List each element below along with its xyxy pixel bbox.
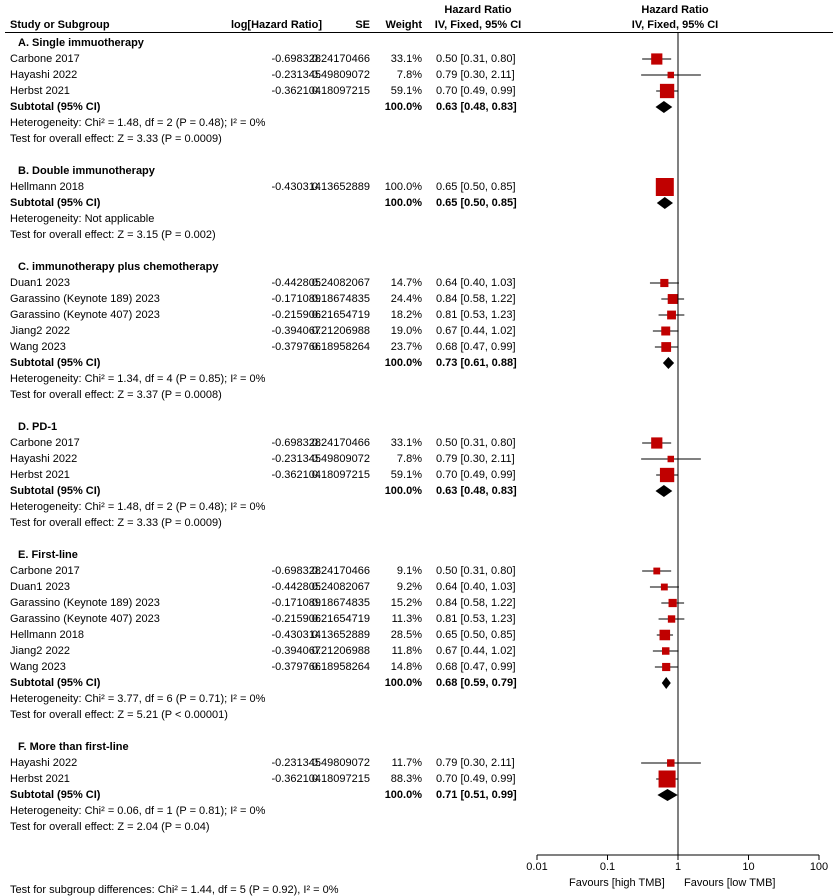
study-weight: 33.1% [390, 53, 422, 65]
study-name: Wang 2023 [10, 341, 66, 353]
effect-square [667, 759, 674, 766]
study-loghr: -0.698328 [271, 565, 321, 577]
study-se: 0.24082067 [311, 277, 370, 289]
study-loghr: -0.394067 [271, 645, 321, 657]
subtotal-diamond [656, 101, 673, 113]
study-weight: 33.1% [390, 437, 422, 449]
study-loghr: -0.698328 [271, 437, 321, 449]
study-se: 0.21654719 [311, 309, 370, 321]
study-name: Hayashi 2022 [10, 453, 78, 465]
study-ci: 0.64 [0.40, 1.03] [436, 277, 516, 289]
overall-effect-text: Test for overall effect: Z = 5.21 (P < 0.00001) [10, 709, 228, 721]
study-loghr: -0.362104 [271, 469, 321, 481]
effect-square [668, 615, 675, 622]
effect-square [668, 294, 678, 304]
study-loghr: -0.362104 [271, 773, 321, 785]
subgroup-title: C. immunotherapy plus chemotherapy [18, 261, 219, 273]
study-weight: 7.8% [396, 453, 422, 465]
effect-square [660, 84, 674, 98]
heterogeneity-text: Heterogeneity: Chi² = 1.34, df = 4 (P = 0.85); I² = 0% [10, 373, 266, 385]
study-weight: 11.7% [391, 757, 422, 769]
subtotal-diamond [657, 197, 673, 209]
study-loghr: -0.215906 [271, 613, 321, 625]
study-weight: 88.3% [390, 773, 422, 785]
study-se: 0.18097215 [311, 469, 370, 481]
study-weight: 7.8% [396, 69, 422, 81]
study-weight: 100.0% [384, 181, 422, 193]
study-ci: 0.84 [0.58, 1.22] [436, 597, 516, 609]
study-ci: 0.50 [0.31, 0.80] [436, 53, 516, 65]
study-weight: 9.1% [396, 565, 422, 577]
subgroup-title: F. More than first-line [18, 741, 129, 753]
study-ci: 0.79 [0.30, 2.11] [436, 757, 515, 769]
study-name: Hellmann 2018 [10, 629, 84, 641]
study-weight: 28.5% [390, 629, 422, 641]
study-name: Jiang2 2022 [10, 645, 70, 657]
subtotal-diamond [663, 357, 674, 369]
study-weight: 14.7% [390, 277, 422, 289]
study-weight: 11.3% [391, 613, 422, 625]
study-se: 0.21206988 [311, 645, 370, 657]
subtotal-ci: 0.63 [0.48, 0.83] [436, 101, 517, 113]
subgroup-title: A. Single immuotherapy [18, 37, 144, 49]
study-loghr: -0.231345 [271, 757, 321, 769]
header-hr-top: Hazard Ratio [444, 4, 512, 16]
study-weight: 24.4% [390, 293, 422, 305]
effect-square [662, 663, 670, 671]
study-ci: 0.70 [0.49, 0.99] [436, 773, 516, 785]
effect-square [661, 342, 671, 352]
study-name: Hayashi 2022 [10, 757, 78, 769]
header-loghr: log[Hazard Ratio] [230, 19, 322, 31]
study-name: Hellmann 2018 [10, 181, 84, 193]
study-ci: 0.68 [0.47, 0.99] [436, 661, 516, 673]
x-tick-label: 10 [742, 861, 755, 873]
study-name: Duan1 2023 [10, 277, 70, 289]
effect-square [659, 770, 676, 787]
study-se: 0.18674835 [311, 597, 370, 609]
subtotal-ci: 0.63 [0.48, 0.83] [436, 485, 517, 497]
subtotal-diamond [656, 485, 673, 497]
x-tick-label: 1 [674, 861, 682, 873]
study-ci: 0.79 [0.30, 2.11] [436, 69, 515, 81]
study-name: Duan1 2023 [10, 581, 70, 593]
study-name: Garassino (Keynote 407) 2023 [10, 613, 160, 625]
study-name: Herbst 2021 [10, 773, 70, 785]
header-plot-top: Hazard Ratio [641, 4, 709, 16]
subtotal-label: Subtotal (95% CI) [10, 197, 101, 209]
study-weight: 59.1% [390, 469, 422, 481]
overall-effect-text: Test for overall effect: Z = 3.33 (P = 0.0009) [10, 517, 222, 529]
subtotal-ci: 0.73 [0.61, 0.88] [436, 357, 517, 369]
effect-square [653, 568, 660, 575]
subtotal-weight: 100.0% [384, 677, 422, 689]
effect-square [667, 311, 676, 320]
subtotal-ci: 0.68 [0.59, 0.79] [436, 677, 517, 689]
header-weight: Weight [385, 19, 422, 31]
study-ci: 0.68 [0.47, 0.99] [436, 341, 516, 353]
study-se: 0.24170466 [311, 437, 370, 449]
study-ci: 0.65 [0.50, 0.85] [436, 629, 516, 641]
study-name: Garassino (Keynote 189) 2023 [10, 293, 160, 305]
effect-square [668, 456, 674, 462]
study-ci: 0.84 [0.58, 1.22] [436, 293, 516, 305]
study-loghr: -0.698328 [271, 53, 321, 65]
effect-square [656, 178, 674, 196]
heterogeneity-text: Heterogeneity: Chi² = 1.48, df = 2 (P = 0.48); I² = 0% [10, 501, 266, 513]
subtotal-weight: 100.0% [384, 357, 422, 369]
study-name: Herbst 2021 [10, 85, 70, 97]
study-loghr: -0.231345 [271, 453, 321, 465]
study-se: 0.24082067 [311, 581, 370, 593]
study-loghr: -0.430314 [271, 629, 321, 641]
study-loghr: -0.215906 [271, 309, 321, 321]
study-weight: 19.0% [390, 325, 422, 337]
study-loghr: -0.231345 [271, 69, 321, 81]
subgroup-title: E. First-line [18, 549, 78, 561]
overall-effect-text: Test for overall effect: Z = 2.04 (P = 0.04) [10, 821, 210, 833]
effect-square [669, 599, 677, 607]
study-loghr: -0.362104 [271, 85, 321, 97]
study-loghr: -0.379766 [271, 341, 321, 353]
study-se: 0.24170466 [311, 53, 370, 65]
subtotal-diamond [662, 677, 671, 689]
subtotal-label: Subtotal (95% CI) [10, 677, 101, 689]
favours-left-label: Favours [high TMB] [569, 877, 665, 889]
effect-square [660, 468, 674, 482]
effect-square [651, 53, 662, 64]
header-hr-sub: IV, Fixed, 95% CI [434, 19, 522, 31]
study-se: 0.49809072 [311, 757, 370, 769]
study-se: 0.18097215 [311, 85, 370, 97]
study-weight: 18.2% [390, 309, 422, 321]
subtotal-weight: 100.0% [384, 197, 422, 209]
header-plot-sub: IV, Fixed, 95% CI [631, 19, 719, 31]
study-ci: 0.65 [0.50, 0.85] [436, 181, 516, 193]
favours-right-label: Favours [low TMB] [684, 877, 776, 889]
study-se: 0.49809072 [311, 69, 370, 81]
effect-square [660, 630, 671, 641]
study-ci: 0.70 [0.49, 0.99] [436, 85, 516, 97]
header-se: SE [355, 19, 370, 31]
subgroup-differences-test: Test for subgroup differences: Chi² = 1.44, df = 5 (P = 0.92), I² = 0% [10, 884, 339, 896]
subtotal-diamond [657, 789, 677, 801]
study-weight: 15.2% [390, 597, 422, 609]
study-name: Hayashi 2022 [10, 69, 78, 81]
study-name: Carbone 2017 [10, 437, 80, 449]
subtotal-label: Subtotal (95% CI) [10, 485, 101, 497]
effect-square [661, 327, 670, 336]
study-name: Herbst 2021 [10, 469, 70, 481]
subgroup-title: D. PD-1 [18, 421, 58, 433]
heterogeneity-text: Heterogeneity: Chi² = 3.77, df = 6 (P = 0.71); I² = 0% [10, 693, 266, 705]
study-weight: 11.8% [391, 645, 422, 657]
study-ci: 0.50 [0.31, 0.80] [436, 565, 516, 577]
subtotal-weight: 100.0% [384, 101, 422, 113]
x-tick-label: 100 [809, 861, 829, 873]
effect-square [660, 279, 668, 287]
heterogeneity-text: Heterogeneity: Not applicable [10, 213, 155, 225]
heterogeneity-text: Heterogeneity: Chi² = 0.06, df = 1 (P = 0.81); I² = 0% [10, 805, 266, 817]
x-tick-label: 0.01 [526, 861, 548, 873]
study-name: Carbone 2017 [10, 53, 80, 65]
effect-square [651, 437, 662, 448]
subtotal-label: Subtotal (95% CI) [10, 101, 101, 113]
study-loghr: -0.394067 [271, 325, 321, 337]
study-se: 0.18958264 [311, 341, 370, 353]
study-se: 0.21206988 [311, 325, 370, 337]
study-se: 0.21654719 [311, 613, 370, 625]
overall-effect-text: Test for overall effect: Z = 3.33 (P = 0.0009) [10, 133, 222, 145]
study-ci: 0.70 [0.49, 0.99] [436, 469, 516, 481]
study-ci: 0.81 [0.53, 1.23] [436, 613, 516, 625]
study-loghr: -0.442805 [271, 581, 321, 593]
study-se: 0.18097215 [311, 773, 370, 785]
study-se: 0.13652889 [311, 181, 370, 193]
overall-effect-text: Test for overall effect: Z = 3.37 (P = 0.0008) [10, 389, 222, 401]
study-se: 0.18674835 [311, 293, 370, 305]
subtotal-ci: 0.65 [0.50, 0.85] [436, 197, 517, 209]
heterogeneity-text: Heterogeneity: Chi² = 1.48, df = 2 (P = 0.48); I² = 0% [10, 117, 266, 129]
study-ci: 0.81 [0.53, 1.23] [436, 309, 516, 321]
study-ci: 0.64 [0.40, 1.03] [436, 581, 516, 593]
study-name: Jiang2 2022 [10, 325, 70, 337]
study-loghr: -0.171089 [271, 597, 321, 609]
study-weight: 14.8% [390, 661, 422, 673]
study-name: Garassino (Keynote 189) 2023 [10, 597, 160, 609]
subtotal-label: Subtotal (95% CI) [10, 357, 101, 369]
subtotal-weight: 100.0% [384, 789, 422, 801]
effect-square [662, 647, 669, 654]
study-ci: 0.79 [0.30, 2.11] [436, 453, 515, 465]
study-loghr: -0.171089 [271, 293, 321, 305]
effect-square [661, 584, 668, 591]
study-weight: 9.2% [396, 581, 422, 593]
x-tick-label: 0.1 [599, 861, 616, 873]
subtotal-weight: 100.0% [384, 485, 422, 497]
header-study: Study or Subgroup [10, 19, 110, 31]
effect-square [668, 72, 674, 78]
study-name: Carbone 2017 [10, 565, 80, 577]
study-weight: 23.7% [390, 341, 422, 353]
study-loghr: -0.442805 [271, 277, 321, 289]
study-loghr: -0.430314 [271, 181, 321, 193]
study-loghr: -0.379766 [271, 661, 321, 673]
study-se: 0.24170466 [311, 565, 370, 577]
subtotal-label: Subtotal (95% CI) [10, 789, 101, 801]
study-se: 0.13652889 [311, 629, 370, 641]
study-weight: 59.1% [390, 85, 422, 97]
subgroup-title: B. Double immunotherapy [18, 165, 155, 177]
study-ci: 0.50 [0.31, 0.80] [436, 437, 516, 449]
study-name: Wang 2023 [10, 661, 66, 673]
study-name: Garassino (Keynote 407) 2023 [10, 309, 160, 321]
study-se: 0.49809072 [311, 453, 370, 465]
subtotal-ci: 0.71 [0.51, 0.99] [436, 789, 517, 801]
study-ci: 0.67 [0.44, 1.02] [436, 325, 516, 337]
overall-effect-text: Test for overall effect: Z = 3.15 (P = 0.002) [10, 229, 216, 241]
study-se: 0.18958264 [311, 661, 370, 673]
study-ci: 0.67 [0.44, 1.02] [436, 645, 516, 657]
